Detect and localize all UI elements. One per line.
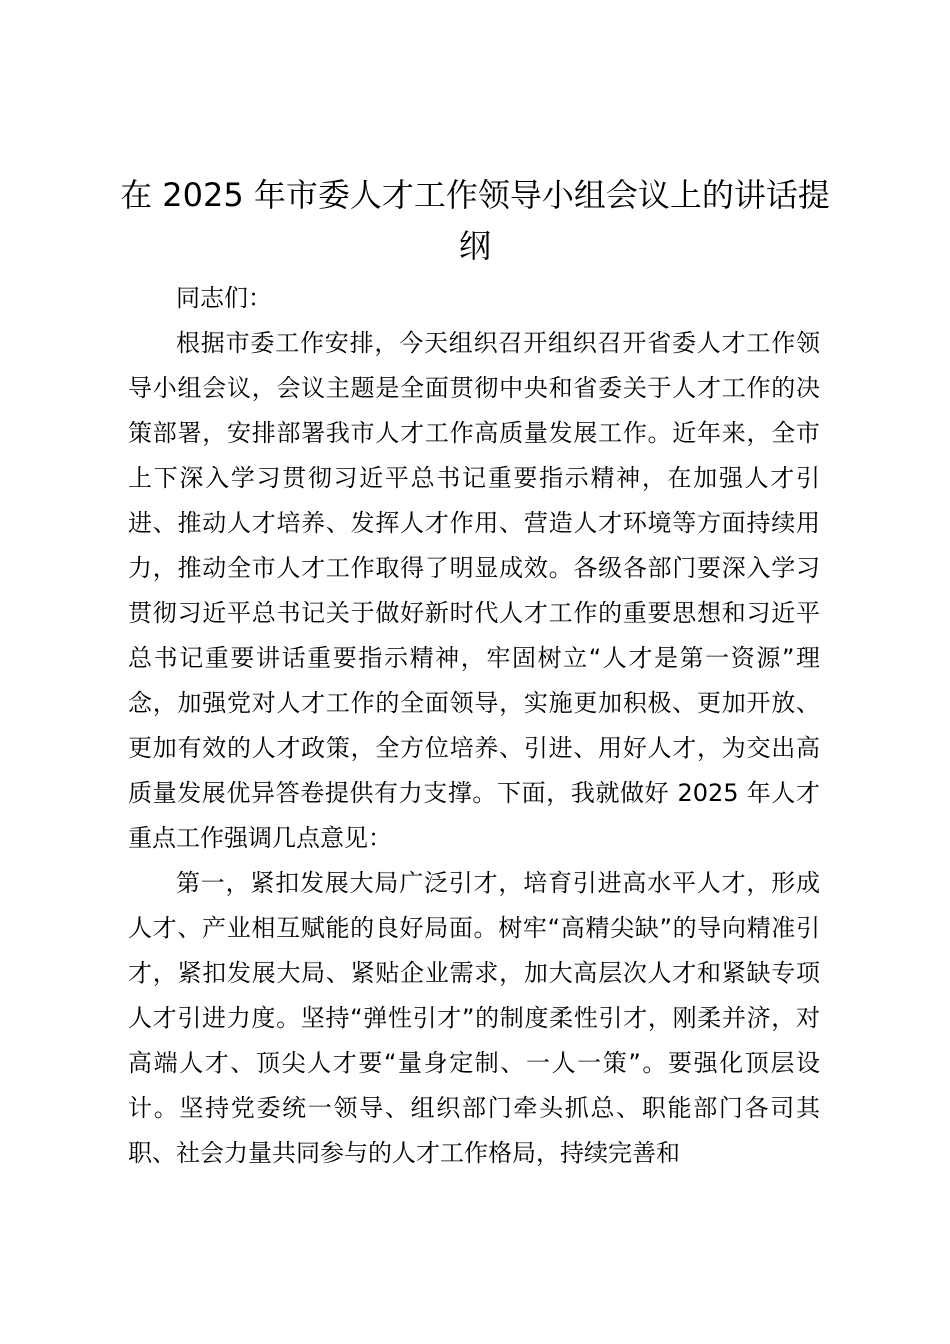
- document-title: 在 2025 年市委人才工作领导小组会议上的讲话提纲: [120, 176, 830, 265]
- document-body: [128, 276, 820, 1176]
- paragraph-first-point: 第一，紧扣发展大局广泛引才，培育引进高水平人才，形成人才、产业相互赋能的良好局面。树牢“高精尖缺”的导向精准引才，紧扣发展大局、紧贴企业需求，加大高层次人才和紧缺专项人才引进力度。坚持“弹性引才”的制度柔性引才，刚柔并济，对高端人才、顶尖人才要“量身定制、一人一策”。要强化顶层设计。坚持党委统一领导、组织部门牵头抓总、职能部门各司其职、社会力量共同参与的人才工作格局，持续完善和: [128, 869, 820, 1167]
- salutation: 同志们：: [176, 284, 272, 312]
- paragraph-intro: 根据市委工作安排，今天组织召开组织召开省委人才工作领导小组会议，会议主题是全面贯彻中央和省委关于人才工作的决策部署，安排部署我市人才工作高质量发展工作。近年来，全市上下深入学习贯彻习近平总书记重要指示精神，在加强人才引进、推动人才培养、发挥人才作用、营造人才环境等方面持续用力，推动全市人才工作取得了明显成效。各级各部门要深入学习贯彻习近平总书记关于做好新时代人才工作的重要思想和习近平总书记重要讲话重要指示精神，牢固树立“人才是第一资源”理念，加强党对人才工作的全面领导，实施更加积极、更加开放、更加有效的人才政策，全方位培养、引进、用好人才，为交出高质量发展优异答卷提供有力支撑。下面，我就做好 2025 年人才重点工作强调几点意见：: [128, 329, 820, 852]
